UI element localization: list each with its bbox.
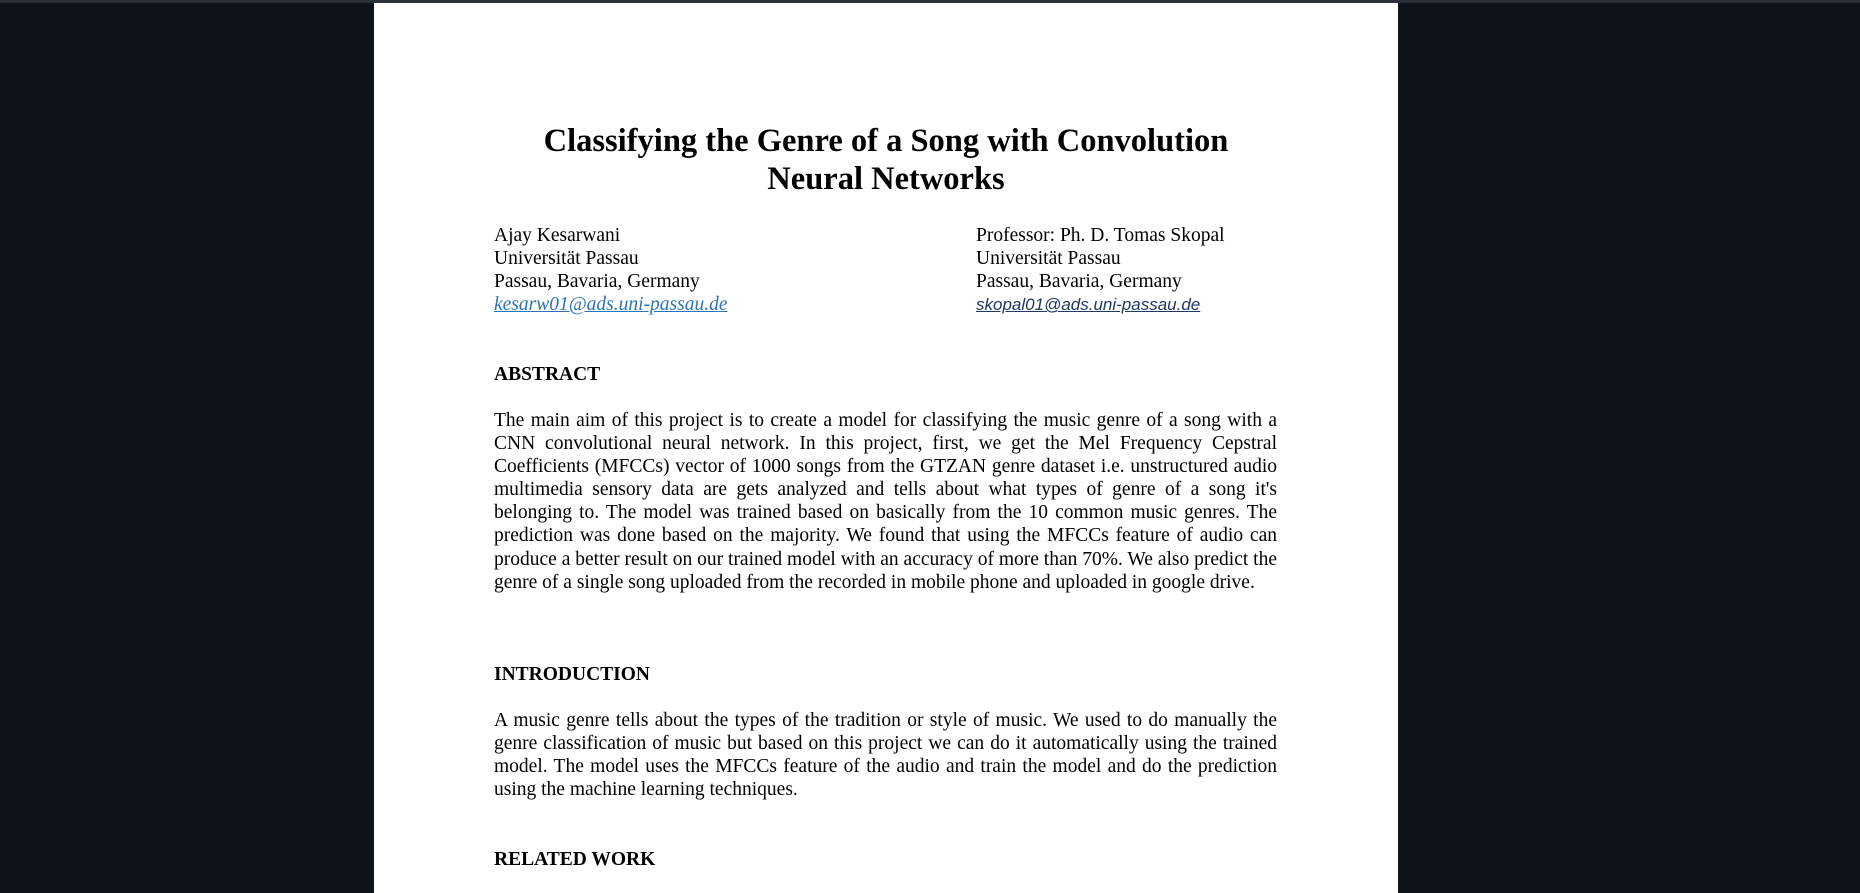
paper-title-line-1: Classifying the Genre of a Song with Convolution — [543, 123, 1229, 159]
abstract-text: The main aim of this project is to create a model for classifying the music genre of a song with a CNN convolutional neural network. In this project, first, we get the Mel Frequency Cepstral Coefficients (MFCCs) vector of 1000 songs from the GTZAN genre dataset i.e. unstructured audio multimedia sensory data are gets analyzed and tells about what types of genre of a song it's belonging to. The model was trained based on basically from the 10 common music genres. The prediction was done based on the majority. We found that using the MFCCs feature of audio can produce a better result on our trained model with an accuracy of more than 70%. We also predict the genre of a single song uploaded from the recorded in mobile phone and uploaded in google drive. — [494, 410, 1277, 593]
author-affiliation: Universität Passau — [494, 248, 639, 269]
paper-title — [374, 122, 1398, 198]
author-location: Passau, Bavaria, Germany — [494, 271, 700, 292]
professor-location: Passau, Bavaria, Germany — [976, 271, 1182, 292]
author-name: Ajay Kesarwani — [494, 225, 621, 246]
professor-affiliation: Universität Passau — [976, 248, 1121, 269]
author-block-left — [494, 224, 728, 316]
introduction-text: A music genre tells about the types of the tradition or style of music. We used to do manually the genre classification of music but based on this project we can do it automatically using the trained model. The model uses the MFCCs feature of the audio and train the model and do the prediction using the machine learning techniques. — [494, 710, 1277, 801]
document-page — [374, 3, 1398, 893]
introduction-heading: INTRODUCTION — [494, 664, 651, 685]
author-block-right — [976, 224, 1225, 316]
paper-title-line-2: Neural Networks — [767, 161, 1005, 197]
abstract-heading: ABSTRACT — [494, 364, 601, 385]
author-email-link[interactable]: kesarw01@ads.uni-passau.de — [494, 294, 728, 315]
professor-name: Professor: Ph. D. Tomas Skopal — [976, 225, 1225, 246]
related-work-heading: RELATED WORK — [494, 849, 656, 870]
professor-email-link[interactable]: skopal01@ads.uni-passau.de — [976, 295, 1201, 314]
